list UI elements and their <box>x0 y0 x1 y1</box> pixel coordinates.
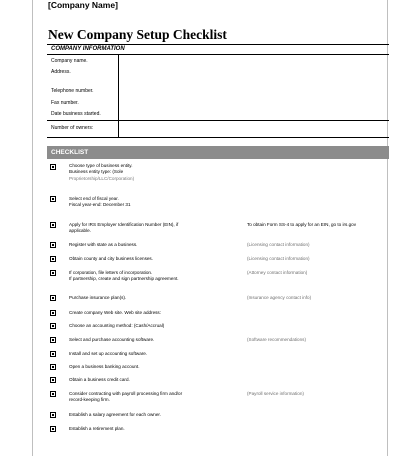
checkbox[interactable] <box>50 196 56 202</box>
list-item: Establish a salary agreement for each owner. <box>69 412 161 417</box>
company-info-table <box>47 54 389 138</box>
list-item: If corporation, file letters of incorporation. If partnership, create and sign partnership agreement. <box>69 270 179 282</box>
field-number-of-owners: Number of owners: <box>51 125 94 131</box>
company-info-heading: COMPANY INFORMATION <box>51 46 125 52</box>
list-item: Choose an accounting method: (Cash/Accrual) <box>69 323 165 328</box>
list-item: Obtain a business credit card. <box>69 377 130 382</box>
checkbox[interactable] <box>50 295 56 301</box>
company-name-placeholder: [Company Name] <box>48 0 118 10</box>
list-item: Install and set up accounting software. <box>69 351 148 356</box>
list-item: Create company Web site. Web site address: <box>69 310 162 315</box>
list-item: Purchase insurance plan(s). <box>69 295 127 300</box>
field-telephone: Telephone number. <box>51 88 94 94</box>
checkbox[interactable] <box>50 164 56 170</box>
list-item: Establish a retirement plan. <box>69 426 125 431</box>
document-title: New Company Setup Checklist <box>48 27 227 42</box>
list-item: Open a business banking account. <box>69 364 140 369</box>
list-item-note: (Payroll service information) <box>247 391 304 396</box>
list-item: Register with state as a business. <box>69 242 138 247</box>
checkbox[interactable] <box>50 222 56 228</box>
checkbox[interactable] <box>50 426 56 432</box>
checkbox[interactable] <box>50 391 56 397</box>
list-item: Select end of fiscal year. Fiscal year-end: December 31 <box>69 196 131 208</box>
field-company-name: Company name. <box>51 58 88 64</box>
checkbox[interactable] <box>50 377 56 383</box>
field-date-started: Date business started. <box>51 111 101 117</box>
checkbox[interactable] <box>50 412 56 418</box>
title-divider <box>47 44 389 45</box>
checkbox[interactable] <box>50 242 56 248</box>
checkbox[interactable] <box>50 337 56 343</box>
list-item-note: (Licensing contact information) <box>247 256 310 261</box>
checkbox[interactable] <box>50 364 56 370</box>
document-page <box>32 0 388 456</box>
checkbox[interactable] <box>50 351 56 357</box>
list-item: Apply for IRS Employer Identification Number (EIN), if applicable. <box>69 222 179 234</box>
checkbox[interactable] <box>50 256 56 262</box>
list-item: Obtain county and city business licenses. <box>69 256 154 261</box>
list-item: Select and purchase accounting software. <box>69 337 155 342</box>
list-item-note: (Insurance agency contact info) <box>247 295 312 300</box>
checkbox[interactable] <box>50 270 56 276</box>
checkbox[interactable] <box>50 323 56 329</box>
list-item: Choose type of business entity. Business entity type: (Sole Proprietorship/LLC/Corporation) <box>69 163 135 181</box>
list-item-note: (Licensing contact information) <box>247 242 310 247</box>
list-item-note: To obtain Form SS-4 to apply for an EIN, go to irs.gov <box>247 222 357 227</box>
checklist-heading: CHECKLIST <box>47 146 389 159</box>
field-fax: Fax number. <box>51 100 79 106</box>
list-item: Consider contracting with payroll processing firm and/or record-keeping firm. <box>69 391 183 403</box>
list-item-note: (Attorney contact information) <box>247 270 308 275</box>
field-address: Address. <box>51 69 71 75</box>
checkbox[interactable] <box>50 310 56 316</box>
list-item-note: (Software recommendations) <box>247 337 306 342</box>
